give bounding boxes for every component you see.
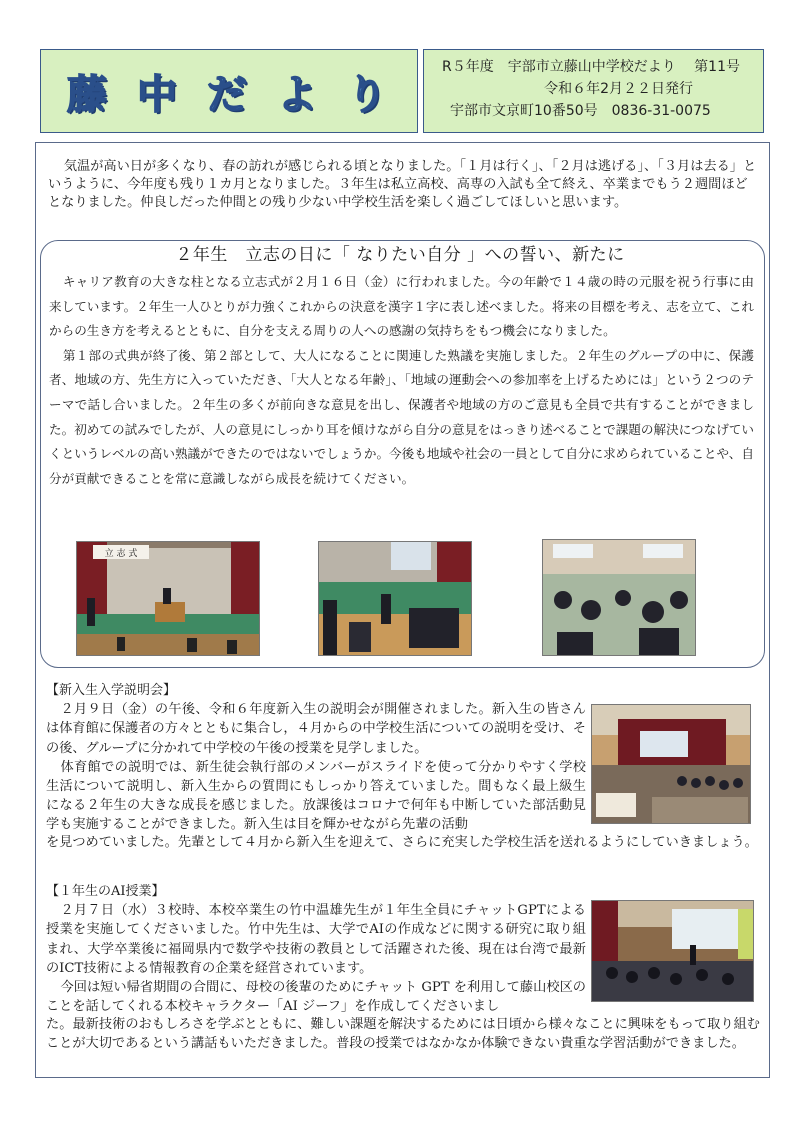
ai-class-photo (591, 900, 754, 1002)
ai-class-paragraph-tail: た。最新技術のおもしろさを学ぶとともに、難しい課題を解決するためには日頃から様々なことに興味をもって取り組むことが大切であるという講話もいただきました。普段の授業ではなかなか体験できない貴重な学習活動ができました。 (46, 1017, 760, 1052)
school-address: 宇部市文京町10番50号 0836-31-0075 (450, 103, 711, 119)
orientation-paragraph: ２月９日（金）の午後、令和６年度新入生の説明会が開催されました。新入生の皆さんは体育館に保護者の方々とともに集合し，４月からの中学校生活についての説明を受け、その後、グループに分かれて中学校の午後の授業を見学しました。 (46, 702, 586, 756)
feature-body (49, 270, 754, 491)
ai-class-paragraph: ２月７日（水）３校時、本校卒業生の竹中温雄先生が１年生全員にチャットGPTによる授業を実施してくださいました。竹中先生は、大学でAIの作成などに関する研究に取り組まれ、大学卒業後に福岡県内で数学や技術の教員として活躍された後、現在は台湾で最新のICT技術による情報教育の企業を経営されています。 (46, 903, 586, 976)
orientation-paragraph-tail: を見つめていました。先輩として４月から新入生を迎えて、さらに充実した学校生活を送れるようにしていきましょう。 (46, 835, 758, 850)
intro-paragraph: 気温が高い日が多くなり、春の訪れが感じられる頃となりました。「１月は行く」、「２月は逃げる」、「３月は去る」というように、今年度も残り１カ月となりました。３年生は私立高校、高専の入試も全て終え、卒業までもう２週間ほどとなりました。仲良しだった仲間との残り少ない中学校生活を楽しく過ごしてほしいと思います。 (48, 159, 757, 210)
feature-paragraph: キャリア教育の大きな柱となる立志式が２月１６日（金）に行われました。今の年齢で１４歳の時の元服を祝う行事に由来しています。２年生一人ひとりが力強くこれからの決意を漢字１字に表し述べました。将来の目標を考え、志を立て、これからの生き方を考えるとともに、自分を支える周りの人への感謝の気持ちをもつ機会になりました。 (49, 274, 754, 339)
feature-title: ２年生 立志の日に「 なりたい自分 」への誓い、新たに (175, 245, 625, 265)
discussion-photo-2 (542, 539, 696, 656)
newsletter-title: 藤中だより (67, 71, 417, 118)
ai-class-paragraph: 今回は短い帰省期間の合間に、母校の後輩のためにチャット GPT を利用して藤山校区のことを話してくれる本校キャラクター「AI ジーフ」を作成してくださいまし (46, 980, 586, 1015)
feature-paragraph: 第１部の式典が終了後、第２部として、大人になることに関連した熟議を実施しました。２年生のグループの中に、保護者、地域の方、先生方に入っていただき、「大人となる年齢」、「地域の運動会への参加率を上げるためには」という２つのテーマで話し合いました。２年生の多くが前向きな意見を出し、保護者や地域の方のご意見も全員で共有することができました。初めての試みでしたが、人の意見にしっかり耳を傾けながら自分の意見をはっきり述べることで課題の解決につなげていくというレベルの高い熟議ができたのではないでしょうか。今後も地域や社会の一員として自分に求められていることや、自分が貢献できることを常に意識しながら成長を続けてください。 (49, 347, 754, 486)
orientation-photo (591, 704, 751, 824)
orientation-heading: 【新入生入学説明会】 (46, 683, 177, 698)
issue-line: R５年度 宇部市立藤山中学校だより 第11号 (442, 59, 740, 75)
orientation-section (46, 681, 586, 835)
newsletter-title-box (40, 49, 418, 133)
ai-class-heading: 【１年生のAI授業】 (46, 884, 165, 899)
ai-class-section (46, 882, 586, 1016)
orientation-paragraph: 体育館での説明では、新生徒会執行部のメンバーがスライドを使って分かりやすく学校生活について説明し、新入生からの質問にもしっかり答えていました。間もなく最上級生になる２年生の大きな成長を感じました。放課後はコロナで何年も中断していた部活動見学も実施することができました。新入生は目を輝かせながら先輩の活動 (46, 759, 586, 833)
ceremony-photo (76, 541, 260, 656)
issue-info-box (423, 49, 764, 133)
ceremony-sign: 立 志 式 (104, 549, 138, 559)
discussion-photo-1 (318, 541, 472, 656)
issue-date: 令和６年2月２２日発行 (544, 81, 693, 97)
